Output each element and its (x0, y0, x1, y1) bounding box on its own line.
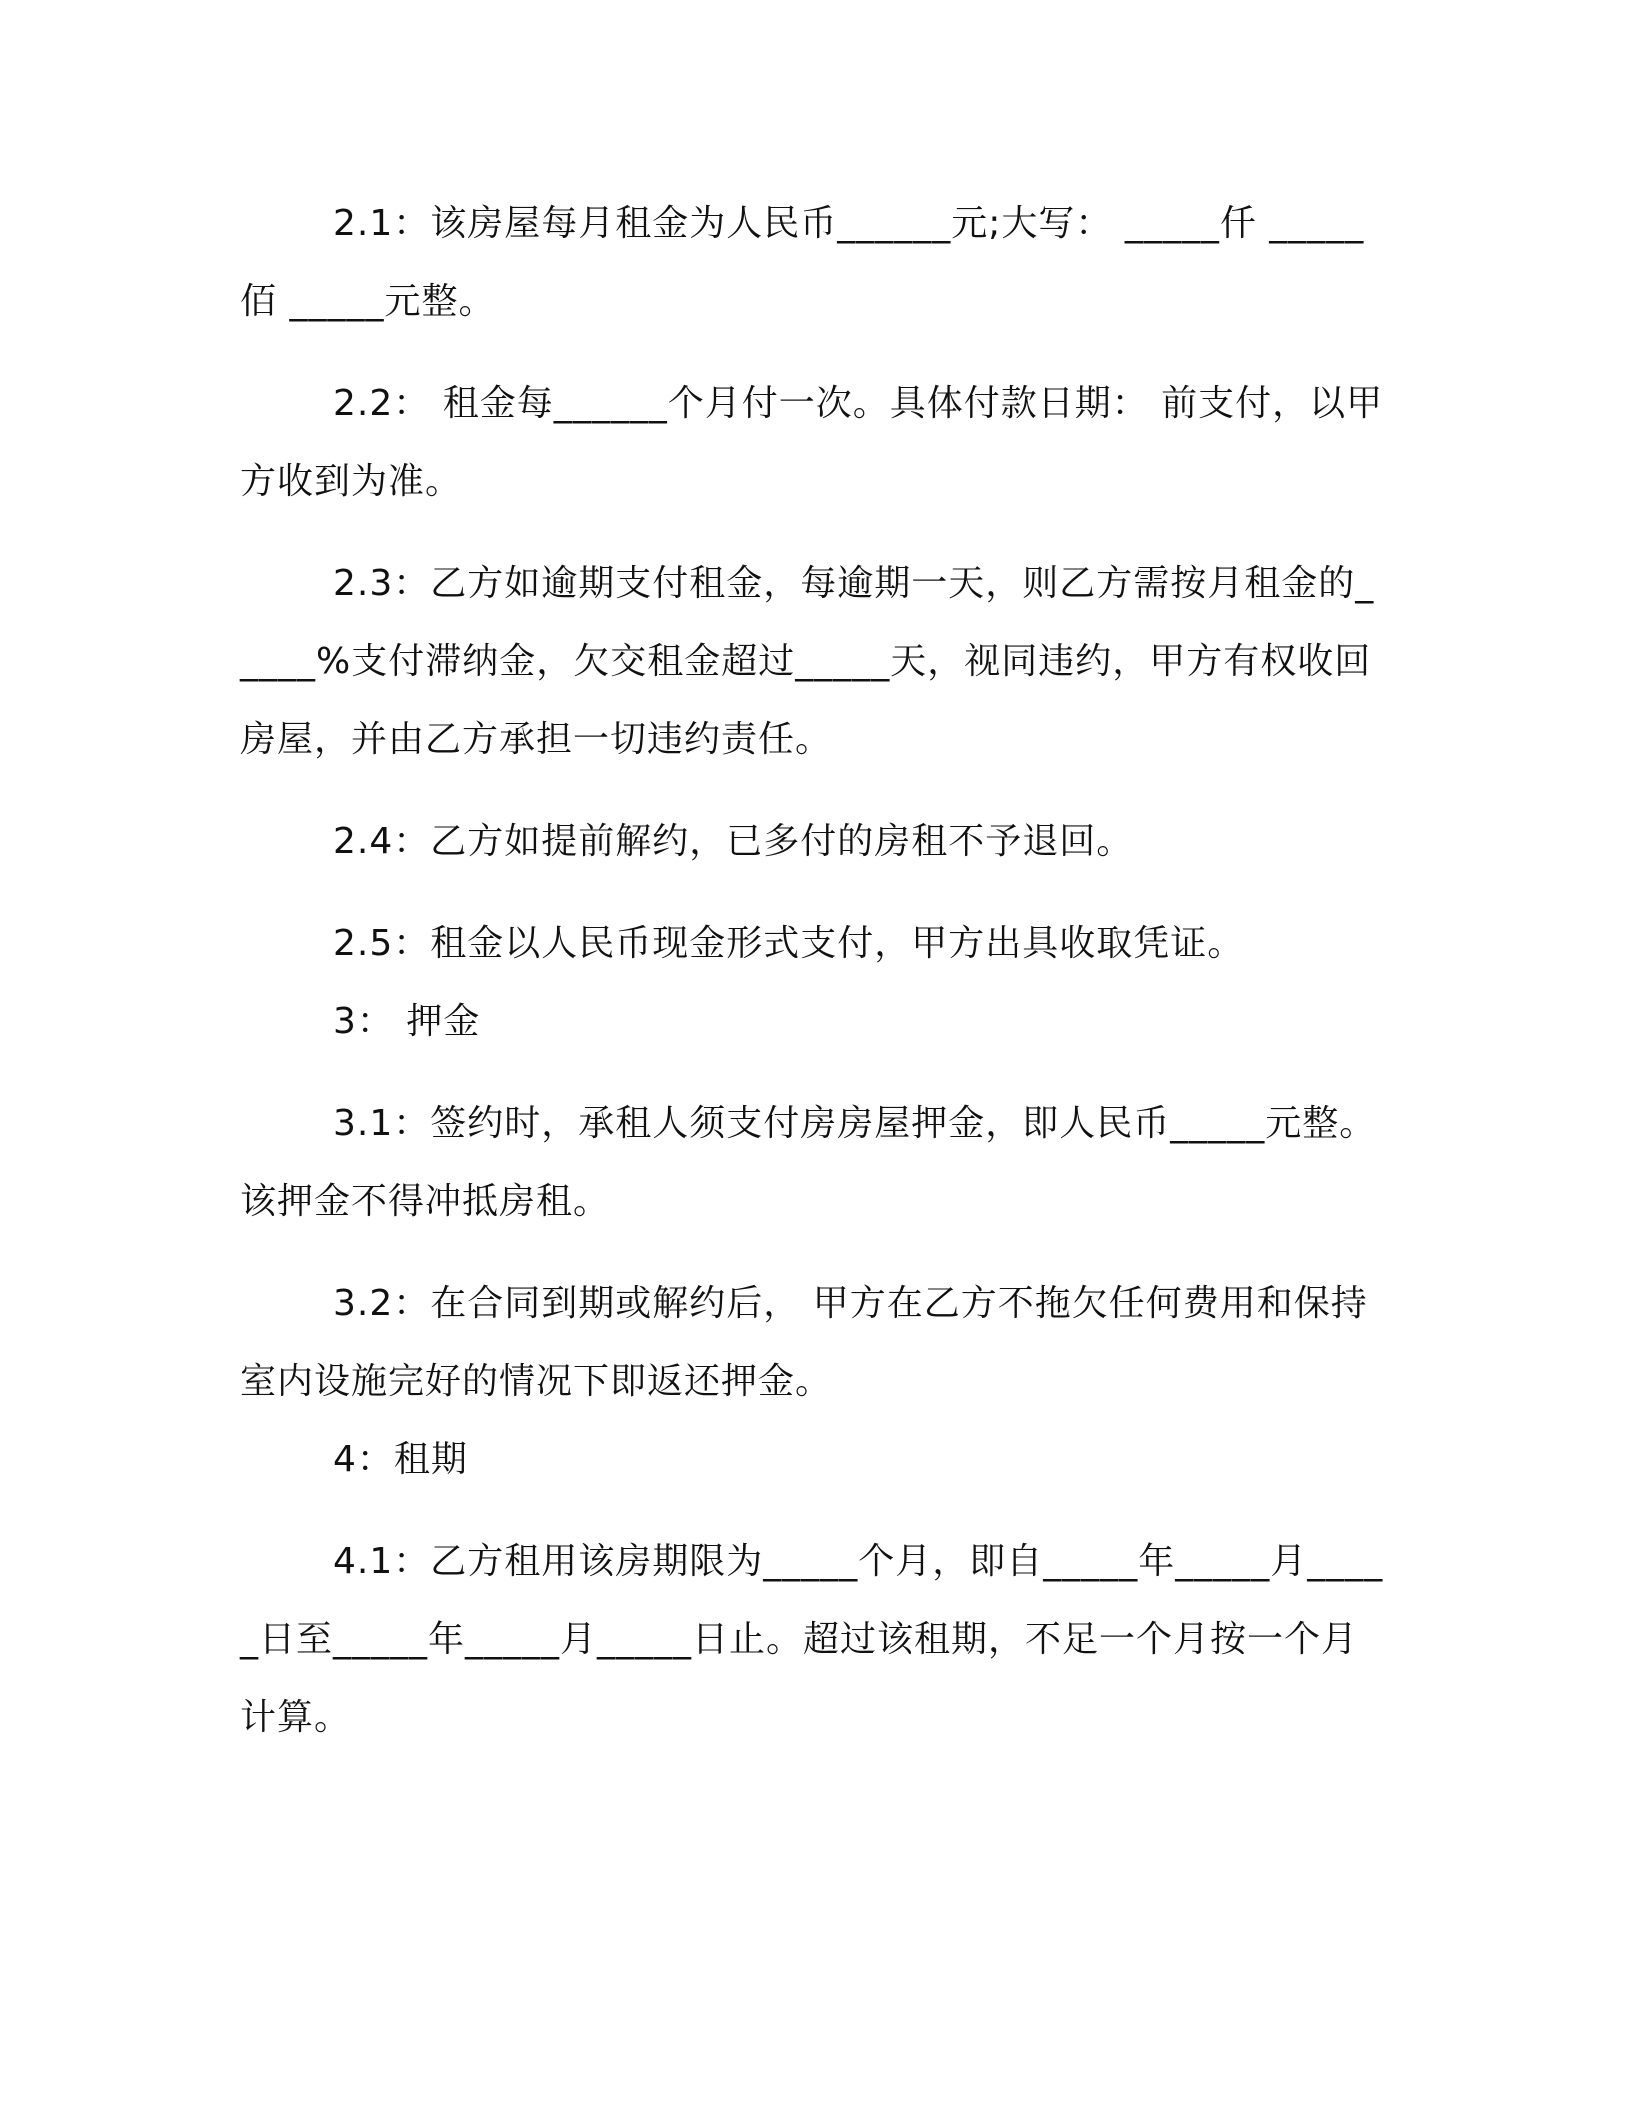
clause-2-4: 2.4：乙方如提前解约，已多付的房租不予退回。 (333, 821, 1134, 862)
section-heading-lease-term: 4：租期 (333, 1439, 468, 1480)
document-body (240, 185, 1390, 1757)
clause-4-1: 4.1：乙方租用该房期限为_____个月，即自_____年_____月_____日至_____年_____月_____日止。超过该租期，不足一个月按一个月计算。 (240, 1541, 1384, 1738)
clause-2-2: 2.2： 租金每______个月付一次。具体付款日期： 前支付，以甲方收到为准。 (240, 383, 1384, 502)
clause-2-1: 2.1：该房屋每月租金为人民币______元;大写： _____仟 _____佰 _____元整。 (240, 203, 1365, 322)
clause-3-2: 3.2：在合同到期或解约后， 甲方在乙方不拖欠任何费用和保持室内设施完好的情况下即返还押金。 (240, 1283, 1368, 1402)
section-heading-deposit: 3： 押金 (333, 1001, 481, 1042)
clause-2-5: 2.5：租金以人民币现金形式支付，甲方出具收取凭证。 (333, 923, 1245, 964)
clause-3-1: 3.1：签约时，承租人须支付房房屋押金，即人民币_____元整。该押金不得冲抵房租。 (240, 1103, 1377, 1222)
clause-2-3: 2.3：乙方如逾期支付租金，每逾期一天，则乙方需按月租金的_____%支付滞纳金，欠交租金超过_____天，视同违约，甲方有权收回房屋，并由乙方承担一切违约责任。 (240, 563, 1375, 760)
